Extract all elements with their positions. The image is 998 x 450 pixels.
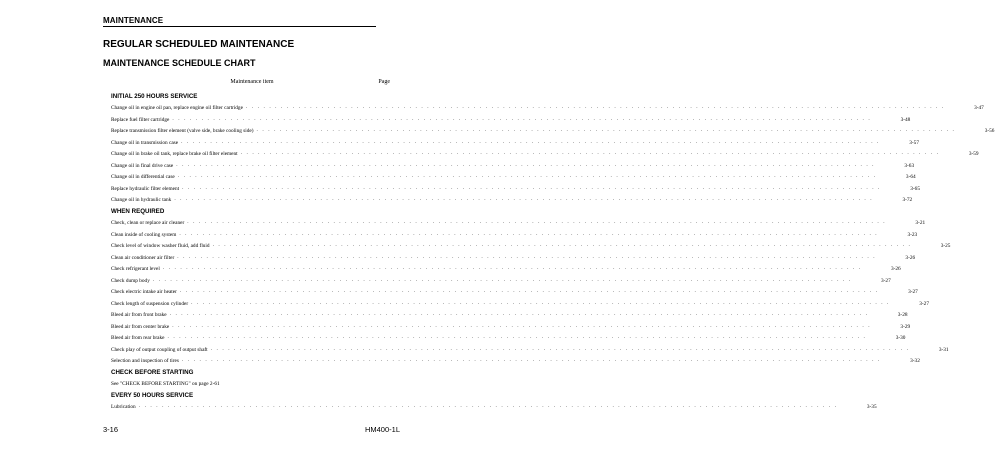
maintenance-item-text: Change oil in final drive case: [111, 162, 174, 169]
maintenance-item-text: Bleed air from front brake: [111, 312, 167, 318]
maintenance-item-text: Bleed air from center brake: [111, 323, 170, 330]
schedule-group-heading: [103, 387, 403, 399]
dot-leader: . . . . . . . . . . . . . . . . . . . . . . . . . . . . . . . . . . . . . . . . . . . . . . . . . . . . . . . . . . . . . . . . . . . . . . . . . . . . . . . . . . . . . . . . . . . . . . . . . . . . . . . . . . . . . . . . . . . . . . . .: [179, 288, 879, 294]
schedule-group-heading: [103, 88, 403, 100]
table-row: [103, 376, 403, 388]
group-heading-text: WHEN REQUIRED: [111, 207, 165, 215]
dot-leader: . . . . . . . . . . . . . . . . . . . . . . . . . . . . . . . . . . . . . . . . . . . . . . . . . . . . . . . . . . . . . . . . . . . . . . . . . . . . . . . . . . . . . . . . . . . . . . . . . . . . . . . . . . . . . . . . . . . . . . . .: [162, 265, 862, 271]
maintenance-item-text: Change oil in engine oil pan, replace engine oil filter cartridge: [111, 105, 243, 111]
dot-leader: . . . . . . . . . . . . . . . . . . . . . . . . . . . . . . . . . . . . . . . . . . . . . . . . . . . . . . . . . . . . . . . . . . . . . . . . . . . . . . . . . . . . . . . . . . . . . . . . . . . . . . . . . . . . . . . . . . . . . . . .: [177, 253, 877, 260]
maintenance-item-text: Check length of suspension cylinder: [111, 300, 189, 307]
table-row: [103, 353, 920, 365]
page-reference: 3-21: [915, 220, 926, 226]
page-reference: 3-31: [938, 346, 949, 353]
dot-leader: . . . . . . . . . . . . . . . . . . . . . . . . . . . . . . . . . . . . . . . . . . . . . . . . . . . . . . . . . . . . . . . . . . . . . . . . . . . . . . . . . . . . . . . . . . . . . . . . . . . . . . . . . . . . . . . . . . . . . . . .: [177, 173, 877, 179]
maintenance-item-text: See "CHECK BEFORE STARTING" on page 2-61: [111, 381, 220, 387]
maintenance-item-text: Clean inside of cooling system: [111, 231, 177, 238]
page-reference: 3-63: [904, 162, 915, 169]
table-row: [103, 295, 929, 307]
page-reference: 3-25: [940, 243, 951, 249]
page-reference: 3-27: [881, 277, 891, 284]
table-row: [103, 341, 949, 353]
page-reference: 3-29: [900, 323, 911, 330]
table-row: [103, 180, 920, 192]
dot-leader: . . . . . . . . . . . . . . . . . . . . . . . . . . . . . . . . . . . . . . . . . . . . . . . . . . . . . . . . . . . . . . . . . . . . . . . . . . . . . . . . . . . . . . . . . . . . . . . . . . . . . . . . . . . . . . . . . . . . . . . .: [181, 138, 880, 145]
dot-leader: . . . . . . . . . . . . . . . . . . . . . . . . . . . . . . . . . . . . . . . . . . . . . . . . . . . . . . . . . . . . . . . . . . . . . . . . . . . . . . . . . . . . . . . . . . . . . . . . . . . . . . . . . . . . . . . . . . . . . . . .: [172, 115, 872, 122]
page-reference: 3-27: [919, 300, 929, 307]
maintenance-item-text: Check level of window washer fluid, add fluid: [111, 243, 210, 249]
table-row: [103, 272, 891, 284]
footer-page-number: 3-16: [103, 425, 119, 434]
page-reference: 3-32: [910, 358, 920, 364]
maintenance-item-text: Replace fuel filter cartridge: [111, 116, 170, 123]
table-row: [103, 261, 901, 273]
table-row: [103, 330, 906, 342]
schedule-group-heading: [103, 364, 403, 376]
dot-leader: . . . . . . . . . . . . . . . . . . . . . . . . . . . . . . . . . . . . . . . . . . . . . . . . . . . . . . . . . . . . . . . . . . . . . . . . . . . . . . . . . . . . . . . . . . . . . . . . . . . . . . . . . . . . . . . . . . . . . . . .: [191, 299, 890, 306]
page-reference: 3-72: [902, 197, 913, 203]
dot-leader: . . . . . . . . . . . . . . . . . . . . . . . . . . . . . . . . . . . . . . . . . . . . . . . . . . . . . . . . . . . . . . . . . . . . . . . . . . . . . . . . . . . . . . . . . . . . . . . . . . . . . . . . . . . . . . . . . . . . . . . .: [256, 127, 956, 133]
page-reference: 3-57: [909, 139, 919, 146]
chart-subtitle: MAINTENANCE SCHEDULE CHART: [103, 58, 256, 68]
dot-leader: . . . . . . . . . . . . . . . . . . . . . . . . . . . . . . . . . . . . . . . . . . . . . . . . . . . . . . . . . . . . . . . . . . . . . . . . . . . . . . . . . . . . . . . . . . . . . . . . . . . . . . . . . . . . . . . . . . . . . . . .: [138, 403, 838, 409]
table-row: [103, 215, 926, 227]
page-reference: 3-59: [968, 151, 979, 157]
maintenance-item-text: Check electric intake air heater: [111, 289, 177, 295]
table-row: [103, 238, 951, 250]
table-row: [103, 134, 919, 146]
maintenance-item-text: Check play of output coupling of output shaft: [111, 346, 208, 353]
dot-leader: . . . . . . . . . . . . . . . . . . . . . . . . . . . . . . . . . . . . . . . . . . . . . . . . . . . . . . . . . . . . . . . . . . . . . . . . . . . . . . . . . . . . . . . . . . . . . . . . . . . . . . . . . . . . . . . . . . . . . . . .: [240, 150, 940, 156]
dot-leader: . . . . . . . . . . . . . . . . . . . . . . . . . . . . . . . . . . . . . . . . . . . . . . . . . . . . . . . . . . . . . . . . . . . . . . . . . . . . . . . . . . . . . . . . . . . . . . . . . . . . . . . . . . . . . . . . . . . . . . . .: [210, 345, 910, 352]
schedule-group-heading: [103, 203, 403, 215]
maintenance-item-text: Change oil in hydraulic tank: [111, 197, 172, 203]
dot-leader: . . . . . . . . . . . . . . . . . . . . . . . . . . . . . . . . . . . . . . . . . . . . . . . . . . . . . . . . . . . . . . . . . . . . . . . . . . . . . . . . . . . . . . . . . . . . . . . . . . . . . . . . . . . . . . . . . . . . . . . .: [187, 219, 887, 225]
page-reference: 3-47: [974, 105, 984, 111]
maintenance-item-text: Selection and inspection of tires: [111, 358, 179, 364]
table-row: [103, 111, 911, 123]
dot-leader: . . . . . . . . . . . . . . . . . . . . . . . . . . . . . . . . . . . . . . . . . . . . . . . . . . . . . . . . . . . . . . . . . . . . . . . . . . . . . . . . . . . . . . . . . . . . . . . . . . . . . . . . . . . . . . . . . . . . . . . .: [174, 196, 874, 202]
dot-leader: . . . . . . . . . . . . . . . . . . . . . . . . . . . . . . . . . . . . . . . . . . . . . . . . . . . . . . . . . . . . . . . . . . . . . . . . . . . . . . . . . . . . . . . . . . . . . . . . . . . . . . . . . . . . . . . . . . . . . . . .: [181, 357, 881, 363]
table-row: [103, 226, 918, 238]
dot-leader: . . . . . . . . . . . . . . . . . . . . . . . . . . . . . . . . . . . . . . . . . . . . . . . . . . . . . . . . . . . . . . . . . . . . . . . . . . . . . . . . . . . . . . . . . . . . . . . . . . . . . . . . . . . . . . . . . . . . . . . .: [167, 334, 867, 340]
page-title: REGULAR SCHEDULED MAINTENANCE: [103, 39, 295, 50]
column-header-page: Page: [378, 79, 390, 85]
maintenance-item-text: Check, clean or replace air cleaner: [111, 220, 185, 226]
page-reference: 3-56: [984, 128, 995, 134]
group-heading-text: EVERY 50 HOURS SERVICE: [111, 391, 194, 399]
table-row: [103, 169, 916, 181]
maintenance-item-text: Clean air conditioner air filter: [111, 254, 175, 261]
maintenance-item-text: Replace transmission filter element (valve side, brake cooling side): [111, 128, 254, 134]
dot-leader: . . . . . . . . . . . . . . . . . . . . . . . . . . . . . . . . . . . . . . . . . . . . . . . . . . . . . . . . . . . . . . . . . . . . . . . . . . . . . . . . . . . . . . . . . . . . . . . . . . . . . . . . . . . . . . . . . . . . . . . .: [152, 276, 852, 283]
page-reference: 3-65: [910, 185, 920, 192]
table-row: [103, 284, 918, 296]
page-reference: 3-26: [905, 254, 916, 261]
dot-leader: . . . . . . . . . . . . . . . . . . . . . . . . . . . . . . . . . . . . . . . . . . . . . . . . . . . . . . . . . . . . . . . . . . . . . . . . . . . . . . . . . . . . . . . . . . . . . . . . . . . . . . . . . . . . . . . . . . . . . . . .: [182, 184, 881, 191]
header-rule: [103, 26, 376, 27]
table-row: [103, 100, 984, 112]
table-row: [103, 307, 908, 319]
dot-leader: . . . . . . . . . . . . . . . . . . . . . . . . . . . . . . . . . . . . . . . . . . . . . . . . . . . . . . . . . . . . . . . . . . . . . . . . . . . . . . . . . . . . . . . . . . . . . . . . . . . . . . . . . . . . . . . . . . . . . . . .: [169, 311, 869, 317]
dot-leader: . . . . . . . . . . . . . . . . . . . . . . . . . . . . . . . . . . . . . . . . . . . . . . . . . . . . . . . . . . . . . . . . . . . . . . . . . . . . . . . . . . . . . . . . . . . . . . . . . . . . . . . . . . . . . . . . . . . . . . . .: [179, 230, 879, 237]
column-header-item: Maintenance item: [230, 79, 274, 85]
page-reference: 3-23: [907, 231, 918, 238]
table-row: [103, 146, 979, 158]
page-reference: 3-48: [900, 116, 911, 123]
dot-leader: . . . . . . . . . . . . . . . . . . . . . . . . . . . . . . . . . . . . . . . . . . . . . . . . . . . . . . . . . . . . . . . . . . . . . . . . . . . . . . . . . . . . . . . . . . . . . . . . . . . . . . . . . . . . . . . . . . . . . . . .: [212, 242, 912, 248]
page-reference: 3-64: [905, 174, 916, 180]
table-row: [103, 157, 915, 169]
table-row: [103, 249, 916, 261]
maintenance-item-text: Check refrigerant level: [111, 266, 160, 272]
maintenance-item-text: Bleed air from rear brake: [111, 335, 165, 341]
section-label: MAINTENANCE: [103, 16, 164, 25]
page-reference: 3-35: [866, 404, 877, 410]
table-row: [103, 192, 913, 204]
maintenance-item-text: Check dump body: [111, 277, 150, 284]
group-heading-text: CHECK BEFORE STARTING: [111, 368, 194, 376]
dot-leader: . . . . . . . . . . . . . . . . . . . . . . . . . . . . . . . . . . . . . . . . . . . . . . . . . . . . . . . . . . . . . . . . . . . . . . . . . . . . . . . . . . . . . . . . . . . . . . . . . . . . . . . . . . . . . . . . . . . . . . . .: [176, 161, 876, 168]
group-heading-text: INITIAL 250 HOURS SERVICE: [111, 92, 198, 100]
maintenance-item-text: Replace hydraulic filter element: [111, 185, 180, 192]
table-row: [103, 318, 911, 330]
schedule-table: [103, 88, 995, 410]
maintenance-item-text: Change oil in brake oil tank, replace brake oil filter element: [111, 151, 238, 157]
page-reference: 3-30: [895, 335, 906, 341]
maintenance-item-text: Lubrication: [111, 404, 136, 410]
dot-leader: . . . . . . . . . . . . . . . . . . . . . . . . . . . . . . . . . . . . . . . . . . . . . . . . . . . . . . . . . . . . . . . . . . . . . . . . . . . . . . . . . . . . . . . . . . . . . . . . . . . . . . . . . . . . . . . . . . . . . . . .: [245, 104, 945, 110]
page-reference: 3-27: [908, 289, 918, 295]
maintenance-item-text: Change oil in differential case: [111, 174, 175, 180]
dot-leader: . . . . . . . . . . . . . . . . . . . . . . . . . . . . . . . . . . . . . . . . . . . . . . . . . . . . . . . . . . . . . . . . . . . . . . . . . . . . . . . . . . . . . . . . . . . . . . . . . . . . . . . . . . . . . . . . . . . . . . . .: [172, 322, 872, 329]
page-reference: 3-28: [897, 312, 908, 318]
maintenance-item-text: Change oil in transmission case: [111, 139, 179, 146]
page-reference: 3-26: [891, 266, 901, 272]
footer-model: HM400-1L: [364, 425, 400, 434]
table-row: [103, 399, 877, 411]
table-row: [103, 123, 995, 135]
